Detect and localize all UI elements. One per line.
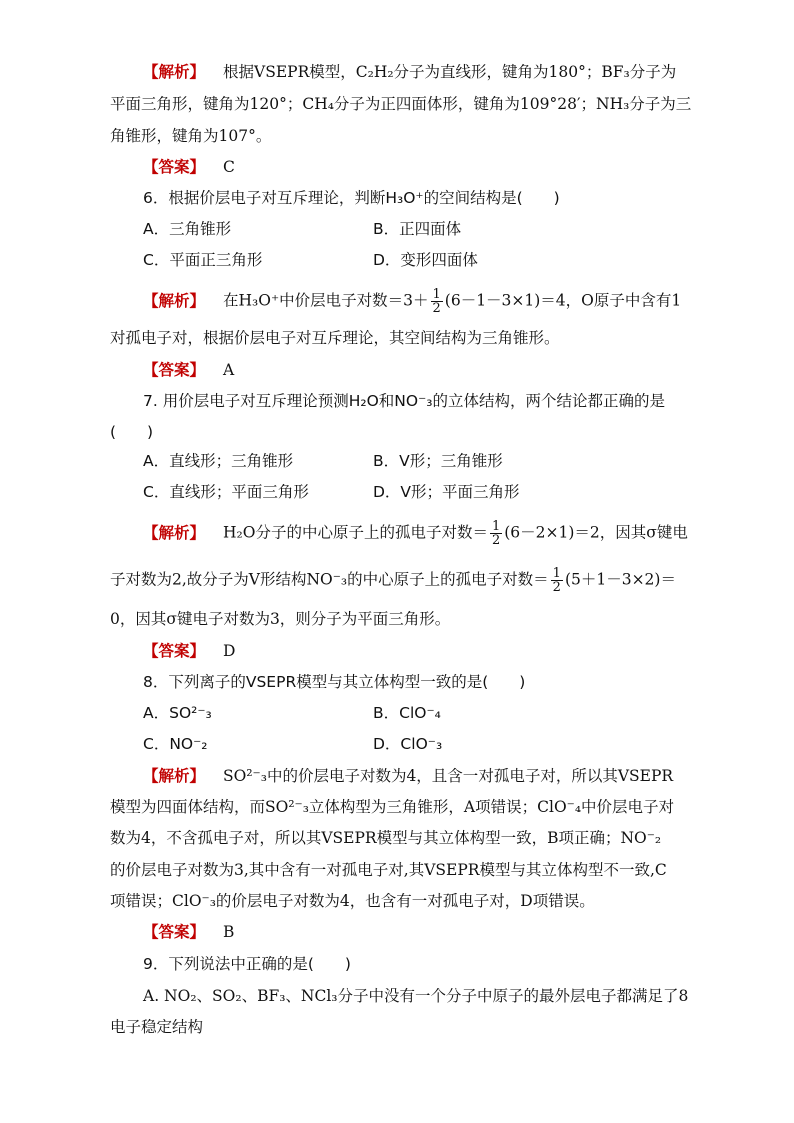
explanation-5-line-2: 平面三角形，键角为120°；CH₄分子为正四面体形，键角为109°28′；NH₃分子为三 [110, 95, 692, 113]
q7-option-a: A．直线形；三角锥形 [143, 452, 294, 470]
explanation-7-line-3: 0，因其σ键电子对数为3，则分子为平面三角形。 [110, 610, 451, 628]
question-9: 9．下列说法中正确的是( ) [143, 955, 351, 973]
q9-option-a-line-1: A. NO₂、SO₂、BF₃、NCl₃分子中没有一个分子中原子的最外层电子都满足了8 [143, 987, 689, 1005]
answer-6: 【答案】 A [143, 361, 235, 379]
q8-option-c: C．NO⁻₂ [143, 735, 208, 753]
q8-option-a: A．SO²⁻₃ [143, 704, 212, 722]
question-8: 8．下列离子的VSEPR模型与其立体构型一致的是( ) [143, 673, 526, 691]
answer-5: 【答案】 C [143, 158, 235, 176]
explanation-8-line-2: 模型为四面体结构，而SO²⁻₃立体构型为三角锥形，A项错误；ClO⁻₄中价层电子对 [110, 798, 675, 816]
explanation-6-line-2: 对孤电子对，根据价层电子对互斥理论，其空间结构为三角锥形。 [110, 329, 560, 347]
q8-option-d: D．ClO⁻₃ [373, 735, 443, 753]
answer-8: 【答案】 B [143, 923, 235, 941]
q8-option-b: B．ClO⁻₄ [373, 704, 441, 722]
q6-option-d: D．变形四面体 [373, 251, 478, 269]
answer-tag: 【答案】 [143, 158, 206, 176]
q7-option-c: C．直线形；平面三角形 [143, 483, 309, 501]
explanation-7-line-1: 【解析】 H₂O分子的中心原子上的孤电子对数＝ $\frac{1}{2}$ (6－2×1)＝2，因其σ键电 [143, 519, 688, 548]
explanation-tag: 【解析】 [143, 63, 206, 81]
explanation-8-line-3: 数为4，不含孤电子对，所以其VSEPR模型与其立体构型一致，B项正确；NO⁻₂ [110, 829, 662, 847]
fraction: $\frac{1}{2}$ [432, 287, 441, 316]
explanation-5-line-3: 角锥形，键角为107°。 [110, 127, 272, 145]
explanation-8-line-4: 的价层电子对数为3,其中含有一对孤电子对,其VSEPR模型与其立体构型不一致,C [110, 861, 667, 879]
explanation-7-line-2: 子对数为2,故分子为V形结构NO⁻₃的中心原子上的孤电子对数＝ $\frac{1}{2}$ (5＋1－3×2)＝ [110, 566, 676, 595]
q6-option-b: B．正四面体 [373, 220, 462, 238]
fraction: $\frac{1}{2}$ [552, 566, 561, 595]
q7-option-b: B．V形；三角锥形 [373, 452, 503, 470]
explanation-8-line-5: 项错误；ClO⁻₃的价层电子对数为4，也含有一对孤电子对，D项错误。 [110, 892, 595, 910]
fraction: $\frac{1}{2}$ [491, 519, 501, 548]
answer-7: 【答案】 D [143, 642, 236, 660]
explanation-5-line-1: 【解析】 根据VSEPR模型，C₂H₂分子为直线形，键角为180°；BF₃分子为 [143, 63, 677, 81]
explanation-8-line-1: 【解析】 SO²⁻₃中的价层电子对数为4，且含一对孤电子对，所以其VSEPR [143, 767, 674, 785]
question-6: 6．根据价层电子对互斥理论，判断H₃O⁺的空间结构是( ) [143, 189, 560, 207]
question-7-line-1: 7. 用价层电子对互斥理论预测H₂O和NO⁻₃的立体结构，两个结论都正确的是 [143, 392, 665, 410]
q6-option-c: C．平面正三角形 [143, 251, 263, 269]
explanation-6-line-1: 【解析】 在H₃O⁺中价层电子对数＝3＋ $\frac{1}{2}$ (6－1－3×1)＝4，O原子中含有1 [143, 287, 682, 316]
q7-option-d: D．V形；平面三角形 [373, 483, 520, 501]
q6-option-a: A．三角锥形 [143, 220, 232, 238]
q9-option-a-line-2: 电子稳定结构 [110, 1018, 204, 1036]
question-7-line-2: ( ) [110, 423, 154, 441]
